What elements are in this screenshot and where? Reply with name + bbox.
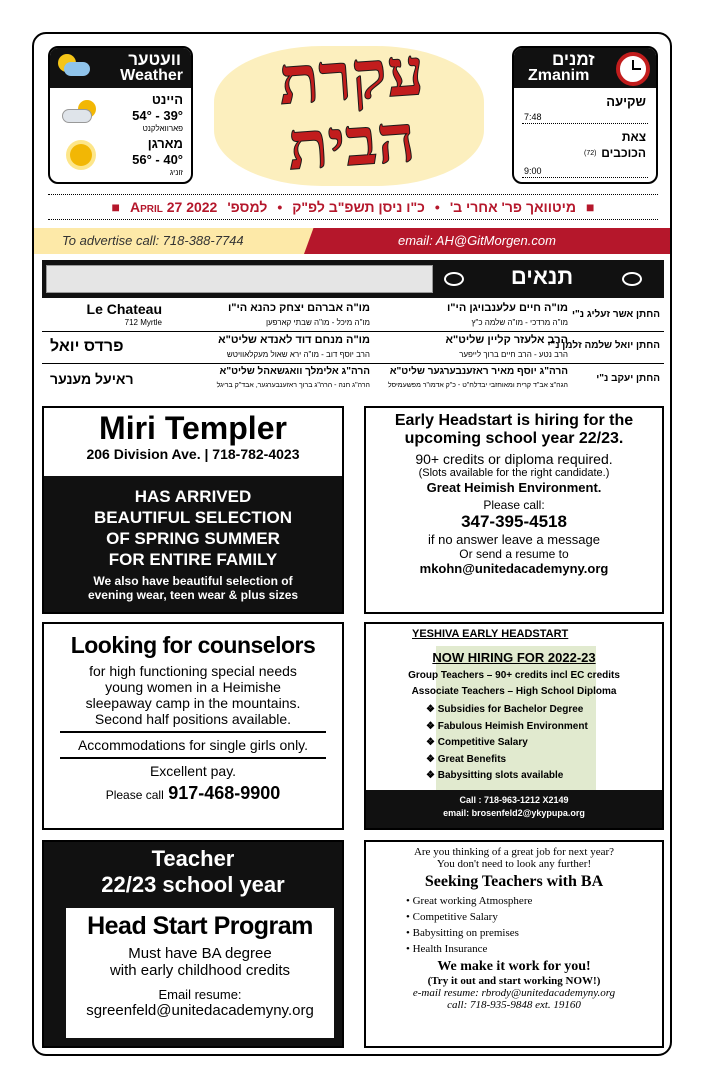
hall: ראיעל מענער	[50, 371, 134, 387]
chosson: החתן יואל שלמה זלמן נ"י	[547, 340, 660, 351]
headline-2: upcoming school year 22/23.	[404, 430, 624, 447]
line-6: evening wear, teen wear & plus sizes	[87, 588, 299, 602]
cloud-sun-icon	[62, 100, 100, 126]
list-item: • Babysitting on premises	[406, 927, 519, 939]
list-item: • Health Insurance	[406, 943, 488, 955]
email: e-mail resume: rbrody@unitedacademyny.org	[412, 987, 616, 999]
ornament-icon-2	[622, 272, 642, 286]
weather-icon	[54, 52, 92, 82]
tzeis-time: 9:00	[524, 166, 542, 176]
parent-2: מו"ה אברהם יצחק כהנא הי"ו	[227, 302, 370, 314]
env: Great Heimish Environment.	[426, 480, 602, 495]
call: call: 718-935-9848 ext. 19160	[447, 999, 581, 1011]
tenaim-row	[42, 364, 664, 396]
zmanim-box	[512, 46, 658, 184]
advertise-phone: To advertise call: 718-388-7744	[62, 233, 244, 248]
email: email: brosenfeld2@ykypupa.org	[443, 808, 585, 818]
email: sgreenfeld@unitedacademyny.org	[86, 1002, 314, 1019]
sunset-time: 7:48	[524, 112, 542, 122]
parsha: מיטוואך פר' אחרי ב'	[449, 199, 577, 215]
parent-1-sub: הגה"צ אב"ד קרית ומאוחזבי יבדלח"ט - כ"ק אדמו"ר מפשעמיסל	[387, 382, 568, 389]
today-desc: פארוואלקנט	[142, 124, 183, 133]
tenaim-list	[42, 300, 664, 396]
program-title: Head Start Program	[87, 912, 313, 940]
headline: Early Headstart is hiring for the	[394, 412, 634, 429]
req: Must have BA degree	[128, 945, 272, 962]
weather-header	[50, 48, 191, 88]
count-label: למספ'	[227, 199, 268, 215]
weather-box	[48, 46, 193, 184]
l1: for high functioning special needs	[89, 663, 297, 679]
advertise-email: email: AH@GitMorgen.com	[398, 233, 556, 248]
parent-1: מו"ה חיים עלענבויגן הי"ו	[446, 302, 568, 314]
clock-icon	[616, 52, 650, 86]
line-5: We also have beautiful selection of	[93, 574, 293, 588]
masthead-line1: עקרת	[276, 36, 427, 119]
ad-miri-templer	[42, 406, 344, 614]
tzeis-label: צאת	[621, 130, 646, 144]
chosson: החתן אשר זעליג נ"י	[572, 309, 660, 320]
ad-banner	[44, 476, 342, 612]
today-label: היינט	[151, 92, 183, 107]
list-item: ❖ Fabulous Heimish Environment	[426, 720, 588, 732]
list-item: • Competitive Salary	[406, 911, 498, 923]
sun-icon	[70, 144, 92, 166]
phone: 917-468-9900	[168, 783, 281, 803]
l2: young women in a Heimishe	[105, 679, 281, 695]
weather-title-en: Weather	[120, 67, 183, 84]
bullet-list	[366, 893, 662, 957]
english-date: April 27 2022	[129, 199, 218, 215]
masthead-logo	[204, 36, 499, 192]
contact-bar	[366, 790, 662, 828]
hebrew-date: כ"ו ניסן תשפ"ב לפ"ק	[292, 199, 425, 215]
bullet-list	[426, 702, 588, 785]
call-label: Please call	[105, 788, 164, 802]
req: 90+ credits or diploma required.	[415, 451, 613, 467]
parent-1: הרה"ג יוסף מאיר ראזענבערגער שליט"א	[389, 366, 568, 377]
tenaim-title: תנאים	[510, 264, 574, 289]
slots: (Slots available for the right candidate.)	[418, 467, 610, 479]
zmanim-title-he: זמנים	[552, 50, 595, 69]
chosson: החתן יעקב נ"י	[596, 373, 660, 384]
group-teachers: Group Teachers – 90+ credits incl EC credits	[408, 670, 620, 681]
list-item: ❖ Babysitting slots available	[426, 770, 564, 781]
masthead-line2: הבית	[285, 102, 418, 185]
req-2: with early childhood credits	[109, 962, 291, 979]
parent-2: הרה"ג אלימלך וואגשאהל שליט"א	[219, 366, 370, 377]
line-2: BEAUTIFUL SELECTION	[93, 508, 293, 527]
ad-teacher	[42, 840, 344, 1048]
newspaper-page	[32, 32, 672, 1056]
tenaim-row	[42, 300, 664, 332]
parent-2-sub: הרב יוסף דוב - מו"ה ירא שאול מעקלאוויטש	[226, 350, 370, 359]
parent-2: מו"ה מנחם דוד לאנדא שליט"א	[218, 334, 370, 346]
parent-1-sub: הרב נטע - הרב חיים ברוך לייפער	[459, 350, 568, 359]
dateline: ■ April 27 2022 למספ' • כ"ו ניסן תשפ"ב לפ"ק • מיטוואך פר' אחרי ב' ■	[48, 194, 658, 220]
line-4: FOR ENTIRE FAMILY	[108, 550, 278, 569]
zmanim-header	[514, 48, 656, 88]
msg: if no answer leave a message	[428, 532, 600, 547]
ad-counselors	[42, 622, 344, 830]
parent-2-sub: הרה"ג חנה - הרה"ג ברוך ראזענבערגער, אבד"ק בריגל	[216, 382, 370, 389]
tenaim-header	[42, 260, 664, 298]
sunset-label: שקיעה	[606, 94, 646, 109]
teacher-inner	[66, 908, 334, 1038]
q1: Are you thinking of a great job for next year?	[413, 846, 615, 858]
parent-1: הרב אלעזר קליין שליט"א	[445, 334, 568, 346]
tomorrow-label: מארגן	[147, 136, 183, 151]
phone: 347-395-4518	[461, 512, 567, 531]
hall-sub: 712 Myrtle	[124, 318, 162, 327]
tomorrow-desc: זוניג	[169, 168, 183, 177]
ornament-icon	[444, 272, 464, 286]
tagline: We make it work for you!	[437, 959, 591, 974]
store-name: Miri Templer	[99, 410, 287, 446]
please-call: Please call:	[483, 498, 545, 512]
zmanim-title-en: Zmanim	[528, 67, 590, 84]
tenaim-search-field	[46, 265, 433, 293]
line-1: HAS ARRIVED	[134, 487, 252, 506]
hiring: NOW HIRING FOR 2022-23	[432, 650, 596, 665]
send: Or send a resume to	[459, 547, 569, 561]
l4: Second half positions available.	[60, 711, 326, 733]
title: Looking for counselors	[70, 632, 316, 658]
list-item: • Great working Atmosphere	[406, 895, 533, 907]
associate-teachers: Associate Teachers – High School Diploma	[411, 686, 617, 697]
today-temp: 54° - 39°	[132, 108, 183, 123]
tzeis-label-2: הכוכבים	[601, 146, 646, 160]
tenaim-row	[42, 332, 664, 364]
l3: sleepaway camp in the mountains.	[85, 695, 301, 711]
ad-yeshiva-headstart	[364, 622, 664, 830]
list-item: ❖ Subsidies for Bachelor Degree	[426, 704, 584, 715]
call: Call : 718-963-1212 X2149	[459, 795, 569, 805]
tzeis-note: (72)	[584, 150, 597, 157]
title: Seeking Teachers with BA	[424, 873, 604, 890]
school-year: 22/23 school year	[101, 872, 285, 897]
hall: פרדס יואל	[50, 338, 124, 355]
hall: Le Chateau	[86, 301, 162, 317]
tomorrow-temp: 56° - 40°	[132, 152, 183, 167]
parent-1-sub: מו"ה מרדכי - מו"ה שלמה כ"ץ	[471, 318, 568, 327]
teacher-heading: Teacher	[151, 846, 235, 871]
email: mkohn@unitedacademyny.org	[419, 561, 609, 576]
advertise-bar	[34, 228, 672, 254]
weather-title-he: וועטער	[128, 50, 181, 69]
l5: Accommodations for single girls only.	[60, 737, 326, 759]
parent-2-sub: מו"ה מיכל - מו"ה שבתי קארפען	[265, 318, 370, 327]
line-3: OF SPRING SUMMER	[106, 529, 280, 548]
tagline-2: (Try it out and start working NOW!)	[427, 975, 601, 987]
l6: Excellent pay.	[149, 763, 237, 779]
store-address: 206 Division Ave. | 718-782-4023	[86, 446, 300, 462]
title: YESHIVA EARLY HEADSTART	[412, 628, 569, 640]
ad-seeking-teachers	[364, 840, 664, 1048]
list-item: ❖ Competitive Salary	[426, 737, 528, 748]
q2: You don't need to look any further!	[436, 858, 592, 870]
list-item: ❖ Great Benefits	[426, 753, 507, 765]
email-label: Email resume:	[158, 987, 242, 1002]
ad-early-headstart	[364, 406, 664, 614]
